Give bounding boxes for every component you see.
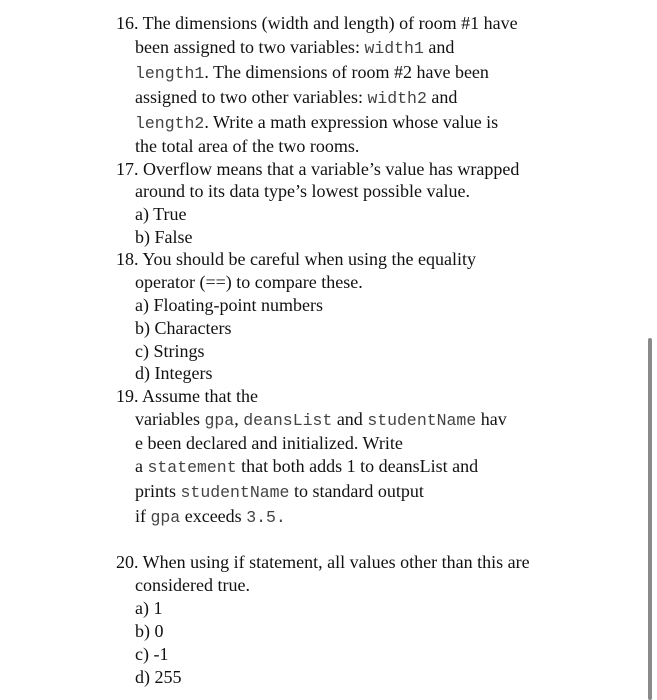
code-length2: length2 (135, 114, 205, 133)
q19-line-5 (135, 480, 424, 502)
q16-line-2 (135, 36, 454, 58)
vertical-scrollbar[interactable] (648, 338, 652, 700)
q20-option-c[interactable]: c) -1 (135, 644, 169, 664)
code-width1: width1 (364, 39, 424, 58)
q19-text: and (332, 409, 368, 429)
q16-text: and (426, 87, 458, 107)
q20-option-b[interactable]: b) 0 (135, 621, 164, 641)
q19-text: , (234, 409, 244, 429)
q19-line-2 (135, 408, 507, 430)
q19-line-4 (135, 455, 478, 477)
q16-line-5 (135, 111, 498, 133)
q20-option-a[interactable]: a) 1 (135, 598, 163, 618)
q17-option-b[interactable]: b) False (135, 227, 193, 247)
code-statement: statement (147, 458, 237, 477)
q19-text: if (135, 506, 151, 526)
q16-text: . The dimensions of room #2 have been (204, 62, 489, 82)
q19-line-3: e been declared and initialized. Write (135, 433, 403, 453)
q19-text: a (135, 456, 148, 476)
q16-line-4 (135, 86, 457, 108)
q20-line-2: considered true. (135, 575, 250, 595)
q19-text: prints (135, 481, 181, 501)
q16-line-1: 16. The dimensions (width and length) of room #1 have (116, 13, 518, 33)
q18-line-1: 18. You should be careful when using the equality (116, 249, 476, 269)
q19-text: variables (135, 409, 205, 429)
q16-text: and (423, 37, 455, 57)
q19-text: to standard output (289, 481, 424, 501)
q19-line-1: 19. Assume that the (116, 386, 258, 406)
q18-option-a[interactable]: a) Floating-point numbers (135, 295, 323, 315)
q17-line-1: 17. Overflow means that a variable’s value has wrapped (116, 159, 520, 179)
q16-text: been assigned to two variables: (135, 37, 365, 57)
q19-text: that both adds 1 to deansList and (236, 456, 479, 476)
q17-line-2: around to its data type’s lowest possible value. (135, 181, 470, 201)
code-studentname: studentName (180, 483, 290, 502)
q19-text: exceeds (180, 506, 247, 526)
code-width2: width2 (367, 89, 427, 108)
code-gpa: gpa (204, 411, 235, 430)
code-value: 3.5. (246, 508, 286, 527)
q16-line-6: the total area of the two rooms. (135, 136, 360, 156)
q18-option-c[interactable]: c) Strings (135, 341, 205, 361)
q19-text: hav (476, 409, 507, 429)
q16-text: . Write a math expression whose value is (204, 112, 499, 132)
q20-line-1: 20. When using if statement, all values other than this are (116, 552, 530, 572)
code-gpa: gpa (150, 508, 181, 527)
q18-option-d[interactable]: d) Integers (135, 363, 213, 383)
q17-option-a[interactable]: a) True (135, 204, 187, 224)
q19-line-6 (135, 505, 286, 527)
code-studentname: studentName (367, 411, 477, 430)
q18-line-2: operator (==) to compare these. (135, 272, 363, 292)
q16-line-3 (135, 61, 489, 83)
code-deanslist: deansList (243, 411, 333, 430)
q16-text: assigned to two other variables: (135, 87, 368, 107)
q18-option-b[interactable]: b) Characters (135, 318, 232, 338)
q20-option-d[interactable]: d) 255 (135, 667, 182, 687)
code-length1: length1 (135, 64, 205, 83)
